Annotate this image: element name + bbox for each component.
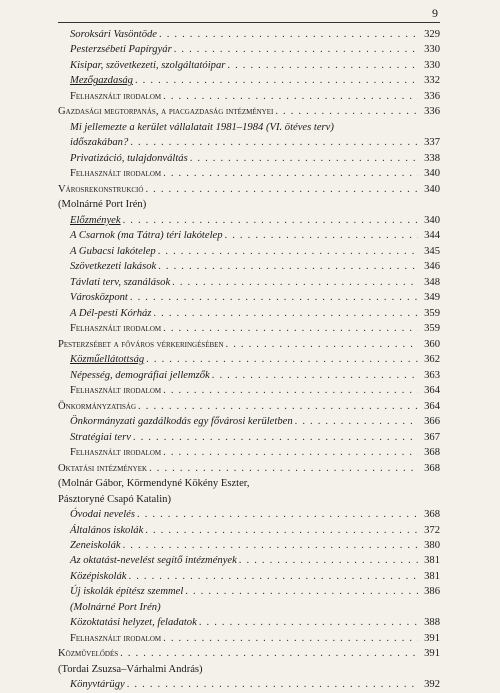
- toc-entry-title: Oktatási intézmények: [58, 462, 148, 474]
- toc-entry-title: Közműellátottság: [70, 354, 145, 366]
- toc-entry-title: Szövetkezeti lakások: [70, 261, 157, 273]
- toc-entry-page: 386: [424, 586, 440, 598]
- dot-leader: [190, 151, 418, 166]
- toc-entry-page: 364: [424, 385, 440, 397]
- toc-entry-page: 348: [424, 276, 440, 288]
- toc-entry: [58, 259, 440, 274]
- toc-entry-title: Felhasznált irodalom: [70, 632, 162, 644]
- toc-entry-title: Zeneiskolák: [70, 539, 121, 551]
- dot-leader: [137, 507, 418, 522]
- toc-entry-title: Önkormányzati gazdálkodás egy fővárosi kerületben: [70, 416, 293, 428]
- toc-entry-page: 337: [424, 137, 440, 149]
- toc-entry: [58, 321, 440, 336]
- toc-entry: [58, 42, 440, 57]
- toc-entry-page: 388: [424, 617, 440, 629]
- toc-entry-page: 372: [424, 524, 440, 536]
- toc-entry-page: 380: [424, 539, 440, 551]
- toc-entry-page: 349: [424, 292, 440, 304]
- toc-entry-page: 381: [424, 555, 440, 567]
- table-of-contents: [58, 27, 440, 693]
- toc-entry: [58, 430, 440, 445]
- toc-entry-title: Felhasznált irodalom: [70, 168, 162, 180]
- dot-leader: [123, 538, 418, 553]
- toc-entry: [58, 213, 440, 228]
- dot-leader: [174, 42, 418, 57]
- toc-entry-page: 362: [424, 354, 440, 366]
- toc-entry: [58, 58, 440, 73]
- dot-leader: [226, 337, 418, 352]
- dot-leader: [146, 352, 418, 367]
- toc-entry: [58, 399, 440, 414]
- dot-leader: [185, 584, 418, 599]
- toc-entry: [58, 290, 440, 305]
- dot-leader: [158, 259, 418, 274]
- toc-entry: [58, 337, 440, 352]
- toc-entry-title: Általános iskolák: [70, 524, 144, 536]
- toc-entry-page: 340: [424, 183, 440, 195]
- toc-entry-title: Középiskolák: [70, 570, 127, 582]
- toc-entry-page: 330: [424, 59, 440, 71]
- toc-entry-title: Könyvtárügy: [70, 679, 125, 691]
- toc-entry: [58, 104, 440, 119]
- toc-entry-page: 359: [424, 323, 440, 335]
- dot-leader: [120, 646, 418, 661]
- toc-entry-title: A Dél-pesti Kórház: [70, 307, 152, 319]
- dot-leader: [163, 383, 418, 398]
- toc-entry-title: Privatizáció, tulajdonváltás: [70, 152, 188, 164]
- dot-leader: [158, 244, 418, 259]
- toc-entry-title: Mezőgazdaság: [70, 75, 133, 87]
- toc-entry-title: Felhasznált irodalom: [70, 447, 162, 459]
- dot-leader: [145, 523, 418, 538]
- toc-entry-page: 368: [424, 447, 440, 459]
- dot-leader: [159, 27, 418, 42]
- toc-entry: Mi jellemezte a kerület vállalatait 1981–1984 (VI. ötéves terv): [70, 121, 334, 133]
- toc-entry-title: Soroksári Vasöntöde: [70, 29, 158, 40]
- toc-entry: [58, 352, 440, 367]
- toc-entry-page: 344: [424, 230, 440, 242]
- toc-entry-page: 360: [424, 338, 440, 350]
- toc-entry-page: 368: [424, 462, 440, 474]
- toc-entry-page: 338: [424, 152, 440, 164]
- toc-entry-title: Felhasznált irodalom: [70, 323, 162, 335]
- toc-entry-page: 392: [424, 679, 440, 691]
- toc-entry-title: Gazdasági megtorpanás, a piacgazdaság intézményei: [58, 106, 274, 118]
- dot-leader: [225, 228, 418, 243]
- toc-entry: Pásztoryné Csapó Katalin): [58, 493, 171, 505]
- toc-entry-page: 363: [424, 369, 440, 381]
- toc-entry-title: Stratégiai terv: [70, 431, 131, 443]
- toc-entry-title: Kisipar, szövetkezeti, szolgáltatóipar: [70, 59, 226, 71]
- toc-entry: [58, 615, 440, 630]
- toc-entry-title: Óvodai nevelés: [70, 509, 136, 521]
- toc-entry-title: Népesség, demográfiai jellemzők: [70, 369, 210, 381]
- dot-leader: [129, 569, 419, 584]
- toc-entry-title: Pesterzsébet a főváros vérkeringésében: [58, 338, 224, 350]
- toc-entry-title: Felhasznált irodalom: [70, 90, 162, 102]
- dot-leader: [212, 368, 418, 383]
- dot-leader: [127, 677, 418, 692]
- toc-entry: [58, 244, 440, 259]
- toc-entry: [58, 151, 440, 166]
- toc-entry: [58, 135, 440, 150]
- toc-entry-title: A Csarnok (ma Tátra) téri lakótelep: [70, 230, 223, 242]
- toc-entry-title: Pesterzsébeti Papírgyár: [70, 44, 172, 56]
- dot-leader: [130, 290, 418, 305]
- toc-entry-page: 391: [424, 632, 440, 644]
- toc-entry-page: 345: [424, 245, 440, 257]
- toc-entry: [58, 507, 440, 522]
- toc-entry: [58, 569, 440, 584]
- dot-leader: [163, 445, 418, 460]
- toc-entry: [58, 27, 440, 42]
- dot-leader: [163, 166, 418, 181]
- toc-entry: [58, 445, 440, 460]
- dot-leader: [135, 73, 418, 88]
- dot-leader: [133, 430, 418, 445]
- toc-entry: (Molnárné Port Irén): [58, 199, 147, 211]
- toc-entry-page: 391: [424, 648, 440, 660]
- toc-entry-title: Városrekonstrukció: [58, 183, 144, 195]
- toc-entry-title: Távlati terv, szanálások: [70, 276, 171, 288]
- toc-entry-title: Önkormányzatiság: [58, 400, 137, 412]
- toc-entry-page: 340: [424, 168, 440, 180]
- dot-leader: [123, 213, 418, 228]
- toc-entry: [58, 383, 440, 398]
- toc-entry-page: 364: [424, 400, 440, 412]
- dot-leader: [239, 553, 418, 568]
- dot-leader: [199, 615, 418, 630]
- toc-entry-title: Új iskolák építész szemmel: [70, 586, 184, 598]
- dot-leader: [275, 104, 418, 119]
- toc-entry-title: A Gubacsi lakótelep: [70, 245, 156, 257]
- toc-entry: (Molnár Gábor, Körmendyné Kökény Eszter,: [58, 478, 250, 490]
- header-rule: [58, 22, 440, 23]
- toc-entry-title: időszakában?: [70, 137, 129, 149]
- dot-leader: [149, 461, 418, 476]
- toc-entry-page: 359: [424, 307, 440, 319]
- toc-entry: [58, 631, 440, 646]
- toc-entry: [58, 461, 440, 476]
- dot-leader: [163, 321, 418, 336]
- toc-entry: [58, 182, 440, 197]
- toc-entry: [58, 538, 440, 553]
- toc-entry-page: 381: [424, 570, 440, 582]
- dot-leader: [163, 89, 418, 104]
- page-number: 9: [432, 6, 438, 20]
- dot-leader: [138, 399, 418, 414]
- toc-entry-page: 336: [424, 90, 440, 102]
- toc-entry-page: 346: [424, 261, 440, 273]
- dot-leader: [172, 275, 418, 290]
- toc-entry-page: 330: [424, 44, 440, 56]
- toc-entry: [58, 306, 440, 321]
- dot-leader: [153, 306, 418, 321]
- toc-entry-title: Közoktatási helyzet, feladatok: [70, 617, 197, 629]
- dot-leader: [130, 135, 418, 150]
- toc-entry-page: 368: [424, 509, 440, 521]
- toc-entry: [58, 228, 440, 243]
- toc-entry-page: 336: [424, 106, 440, 118]
- toc-entry: [58, 553, 440, 568]
- toc-entry: [58, 523, 440, 538]
- toc-entry-page: 366: [424, 416, 440, 428]
- toc-entry-title: Városközpont: [70, 292, 128, 304]
- toc-entry-title: Az oktatást-nevelést segítő intézmények: [70, 555, 237, 567]
- dot-leader: [295, 414, 418, 429]
- toc-entry-title: Közművelődés: [58, 648, 119, 660]
- toc-entry-page: 340: [424, 214, 440, 226]
- toc-entry-page: 329: [424, 29, 440, 40]
- toc-entry: [58, 677, 440, 692]
- dot-leader: [145, 182, 418, 197]
- toc-entry: [58, 275, 440, 290]
- dot-leader: [163, 631, 418, 646]
- toc-entry-page: 332: [424, 75, 440, 87]
- dot-leader: [227, 58, 418, 73]
- toc-entry: (Molnárné Port Irén): [70, 601, 161, 613]
- toc-entry: [58, 166, 440, 181]
- toc-entry-page: 367: [424, 431, 440, 443]
- toc-entry: [58, 368, 440, 383]
- toc-entry: [58, 89, 440, 104]
- toc-entry: [58, 646, 440, 661]
- toc-entry-title: Felhasznált irodalom: [70, 385, 162, 397]
- toc-entry: [58, 584, 440, 599]
- toc-entry-title: Előzmények: [70, 214, 121, 226]
- toc-entry: [58, 73, 440, 88]
- toc-entry: (Tordai Zsuzsa–Várhalmi András): [58, 663, 203, 675]
- toc-entry: [58, 414, 440, 429]
